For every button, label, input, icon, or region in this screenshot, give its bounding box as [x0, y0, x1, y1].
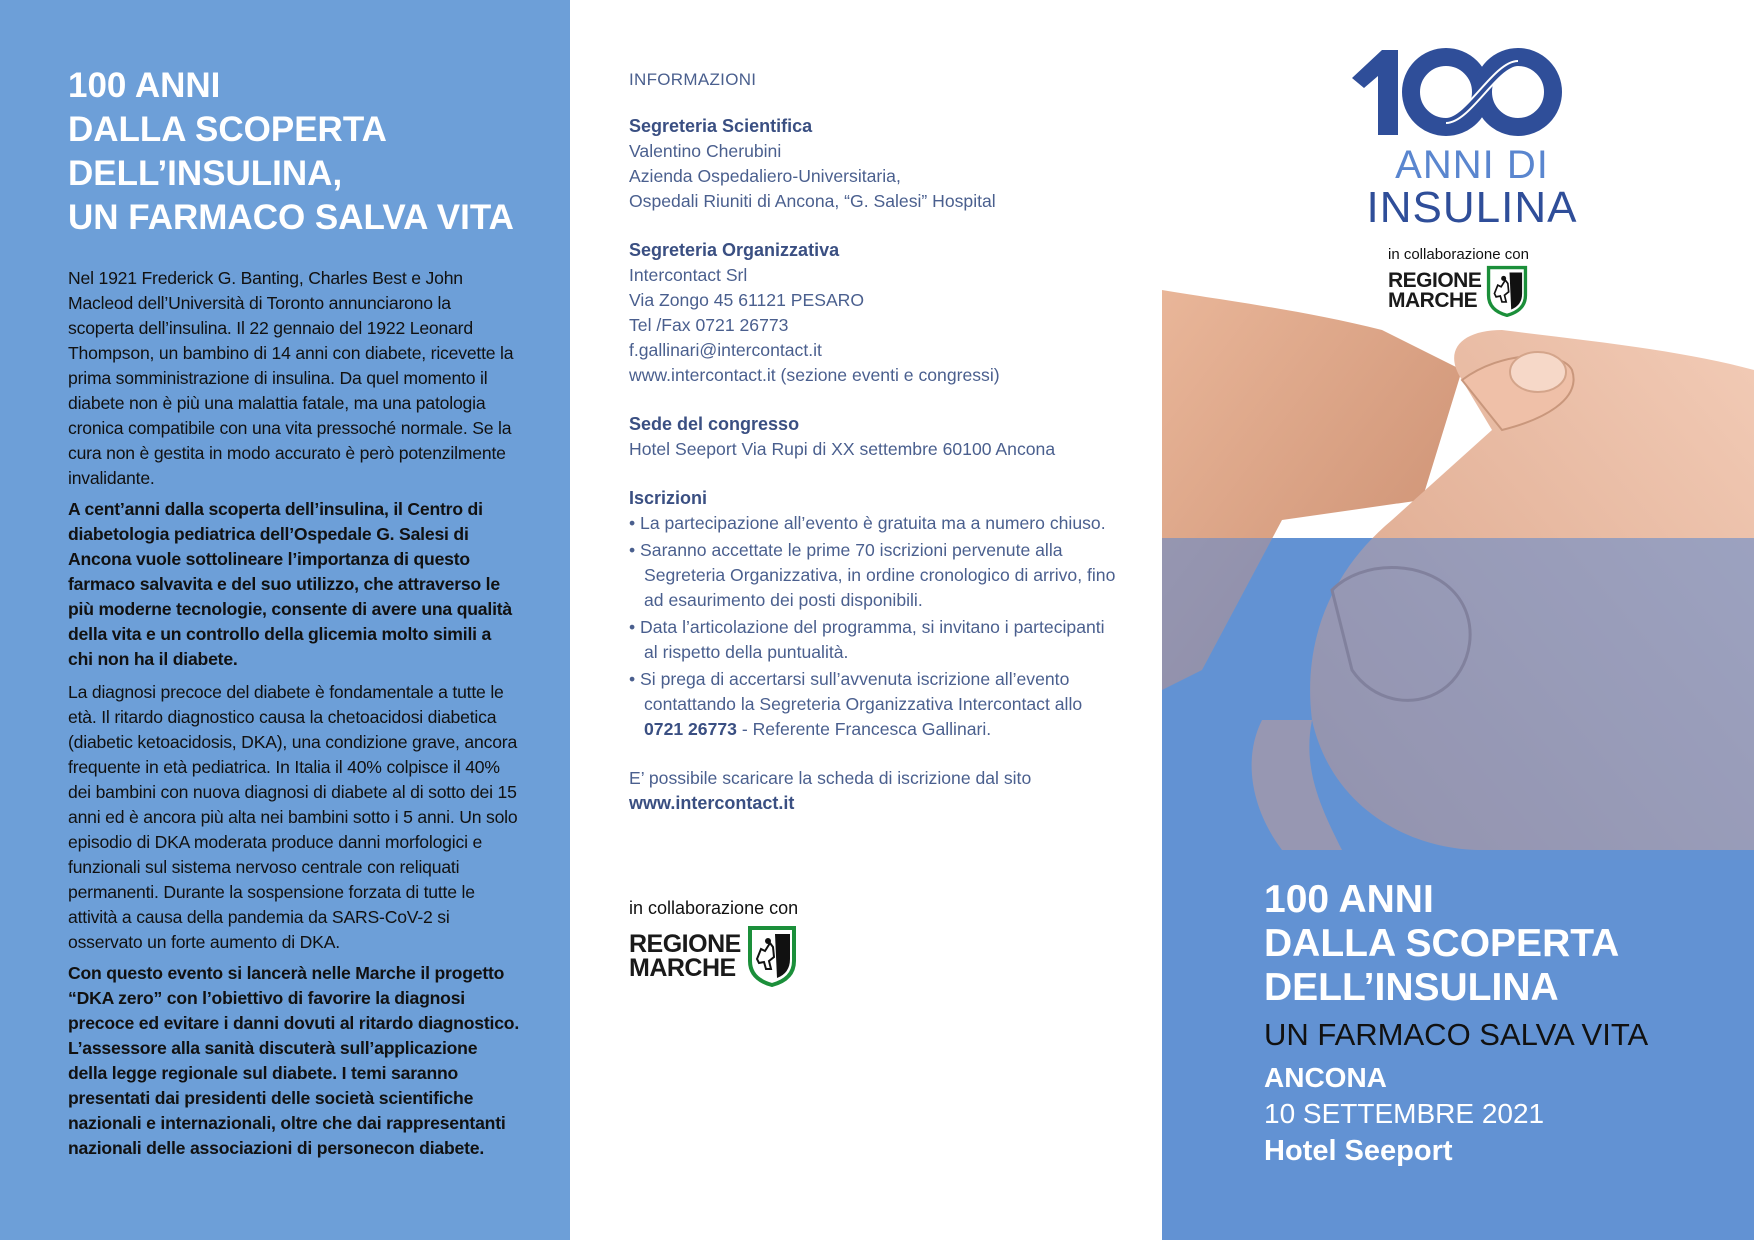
organizing-website-link[interactable]: www.intercontact.it (sezione eventi e congressi): [629, 365, 1000, 385]
event-date: 10 SETTEMBRE 2021: [1264, 1098, 1545, 1129]
congress-venue: [629, 412, 1122, 462]
download-text: E’ possibile scaricare la scheda di iscrizione dal sito: [629, 768, 1032, 788]
registration-list: [629, 511, 1122, 742]
event-title-line-2: DALLA SCOPERTA: [1264, 922, 1620, 965]
logo-word-regione: REGIONE: [1388, 269, 1482, 292]
scientific-secretariat: [629, 114, 1122, 214]
event-title-line-1: 100 ANNI: [1264, 878, 1434, 921]
logo-word-marche: MARCHE: [1388, 289, 1478, 312]
organizing-line: Intercontact Srl: [629, 265, 748, 285]
centenary-paragraph: A cent’anni dalla scoperta dell’insulina, il Centro di diabetologia pediatrica dell’Ospedale G. Salesi di Ancona vuole sottolineare l’importanza di questo farmaco salvavita e del suo utilizzo, che attraverso le più moderne tecnologie, consente di avere una qualità della vita e un controllo della glicemia molto simili a chi non ha il diabete.: [68, 499, 513, 669]
logo-word-marche: MARCHE: [629, 954, 736, 982]
middle-collaboration: [629, 898, 798, 987]
event-purpose-paragraph: Con questo evento si lancerà nelle Marche il progetto “DKA zero” con l’obiettivo di favorire la diagnosi precoce ed evitare i danni dovuti al ritardo diagnostico. L’assessore alla sanità discuterà sull’applicazione della legge regionale sul diabete. I temi saranno presentati dai presidenti delle società scientifiche nazionali e internazionali, oltre che dai rappresentanti nazionali delle associazioni di personecon diabete.: [68, 963, 520, 1158]
diagnosis-paragraph: La diagnosi precoce del diabete è fondamentale a tutte le età. Il ritardo diagnostico causa la chetoacidosi diabetica (diabetic ketoacidosis, DKA), una condizione grave, ancora frequente in età pediatrica. In Italia il 40% colpisce il 40% dei bambini con nuova diagnosi di diabete al di sotto dei 15 anni ed è ancora più alta nei bambini sotto i 5 anni. Un solo episodio di DKA moderata produce danni morfologici e funzionali sul sistema nervoso centrale con reliquati permanenti. Durante la sospensione forzata di tutte le attività a causa della pandemia da SARS-CoV-2 si osservato un forte aumento di DKA.: [68, 682, 518, 952]
organizing-line: Via Zongo 45 61121 PESARO: [629, 290, 865, 310]
scientific-line: Azienda Ospedaliero-Universitaria,: [629, 166, 901, 186]
logo-word-regione: REGIONE: [629, 930, 741, 958]
congress-venue-title: Sede del congresso: [629, 414, 800, 434]
regione-marche-wordmark: [629, 932, 741, 980]
collaboration-label: in collaborazione con: [629, 898, 799, 918]
event-city: ANCONA: [1264, 1062, 1387, 1093]
logo-number: 100: [1342, 40, 1344, 41]
download-link[interactable]: www.intercontact.it: [629, 793, 795, 813]
event-subtitle: UN FARMACO SALVA VITA: [1264, 1017, 1649, 1052]
scientific-secretariat-title: Segreteria Scientifica: [629, 116, 813, 136]
left-panel: [0, 0, 570, 1240]
event-details: [1264, 878, 1648, 1170]
congress-venue-address: Hotel Seeport Via Rupi di XX settembre 60100 Ancona: [629, 439, 1056, 459]
middle-panel: [570, 0, 1162, 1240]
event-title-line-3: DELL’INSULINA: [1264, 966, 1559, 1009]
left-title-line-1: 100 ANNI: [68, 66, 221, 105]
logo-line-anni-di: ANNI DI: [1395, 143, 1549, 187]
contact-phone: 0721 26773: [644, 719, 737, 739]
registration-item: • La partecipazione all’evento è gratuita ma a numero chiuso.: [629, 513, 1106, 533]
contact-referent: - Referente Francesca Gallinari.: [736, 719, 992, 739]
right-panel: [1162, 0, 1754, 1240]
event-hotel: Hotel Seeport: [1264, 1135, 1453, 1167]
organizing-email-link[interactable]: f.gallinari@intercontact.it: [629, 340, 822, 360]
scientific-line: Valentino Cherubini: [629, 141, 782, 161]
logo-line-insulina: INSULINA: [1366, 183, 1578, 230]
left-title-line-2: DALLA SCOPERTA: [68, 110, 387, 149]
anniversary-logo: [1342, 40, 1602, 230]
left-title: [68, 64, 520, 240]
registration-item: • Saranno accettate le prime 70 iscrizioni pervenute alla Segreteria Organizzativa, in ordine cronologico di arrivo, fino ad esaurimento dei posti disponibili.: [629, 540, 1116, 610]
registration: [629, 486, 1122, 742]
registration-contact-text: • Si prega di accertarsi sull’avvenuta iscrizione all’evento contattando la Segreteria Organizzativa Intercontact allo: [629, 669, 1083, 714]
scientific-line: Ospedali Riuniti di Ancona, “G. Salesi” Hospital: [629, 191, 996, 211]
collaboration-label: in collaborazione con: [1388, 246, 1529, 263]
left-title-line-3: DELL’INSULINA,: [68, 154, 343, 193]
regione-marche-logo: [629, 925, 798, 987]
left-title-line-4: UN FARMACO SALVA VITA: [68, 198, 514, 237]
info-heading: INFORMAZIONI: [629, 70, 757, 89]
registration-title: Iscrizioni: [629, 488, 708, 508]
registration-item: • Data l’articolazione del programma, si invitano i partecipanti al rispetto della puntualità.: [629, 617, 1105, 662]
organizing-secretariat: [629, 238, 1122, 388]
organizing-secretariat-title: Segreteria Organizzativa: [629, 240, 840, 260]
organizing-phone: Tel /Fax 0721 26773: [629, 315, 789, 335]
marche-shield-icon: [747, 925, 797, 987]
registration-item: [629, 667, 1122, 742]
history-paragraph: Nel 1921 Frederick G. Banting, Charles Best e John Macleod dell’Università di Toronto annunciarono la scoperta dell’insulina. Il 22 gennaio del 1922 Leonard Thompson, un bambino di 14 anni con diabete, ricevette la prima somministrazione di insulina. Da quel momento il diabete non è più una malattia fatale, ma una patologia cronica compatibile con una vita pressoché normale. Se la cura non è gestita in modo accurato è però potenzilmente invalidante.: [68, 268, 514, 488]
